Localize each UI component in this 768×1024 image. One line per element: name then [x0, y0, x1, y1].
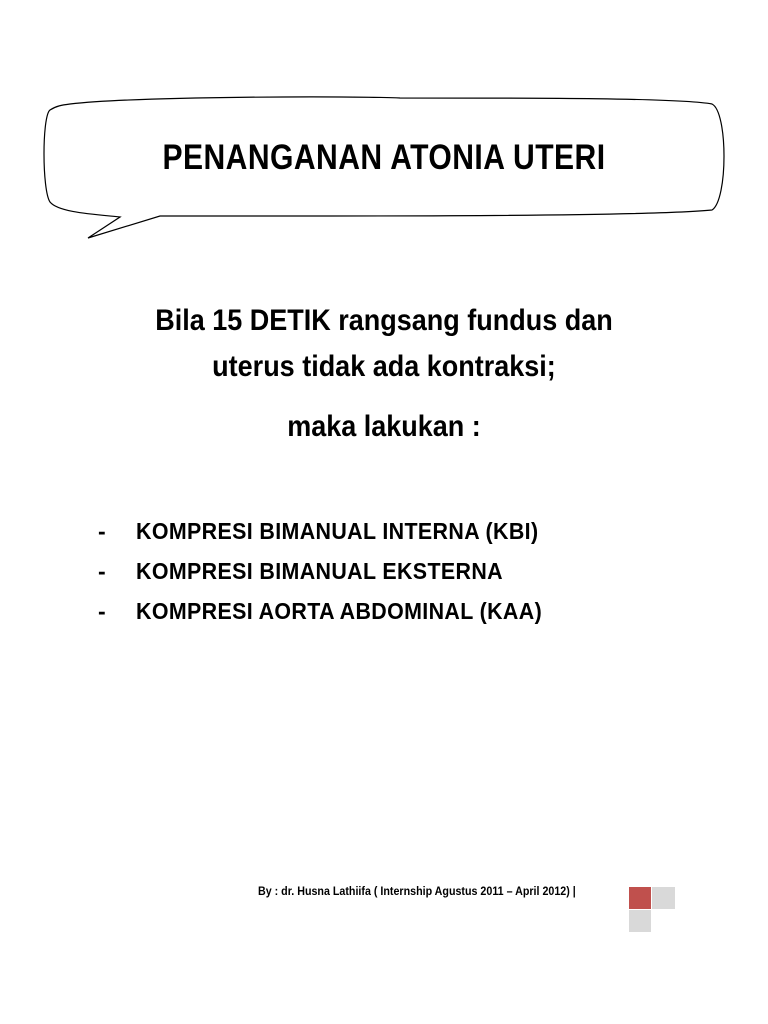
list-item [98, 518, 573, 558]
list-bullet: - [98, 518, 107, 544]
footer-decoration-red-square [629, 887, 651, 909]
footer-credit: By : dr. Husna Lathiifa ( Internship Agustus 2011 – April 2012) | [258, 886, 576, 898]
list-item-text: KOMPRESI BIMANUAL INTERNA (KBI) [136, 518, 539, 544]
speech-bubble-callout [0, 0, 768, 260]
intro-line-1: Bila 15 DETIK rangsang fundus dan [155, 304, 613, 337]
list-item [98, 558, 573, 598]
footer-decoration-grey-square [652, 887, 675, 909]
list-bullet: - [98, 598, 107, 624]
list-item-text: KOMPRESI AORTA ABDOMINAL (KAA) [136, 598, 543, 624]
action-list [98, 518, 573, 638]
footer-decoration-grey-square [629, 910, 651, 932]
intro-line-2: uterus tidak ada kontraksi; [212, 350, 556, 383]
intro-line-3: maka lakukan : [287, 410, 481, 443]
list-bullet: - [98, 558, 107, 584]
list-item [98, 598, 573, 638]
list-item-text: KOMPRESI BIMANUAL EKSTERNA [136, 558, 503, 584]
page-title: PENANGANAN ATONIA UTERI [162, 138, 606, 177]
